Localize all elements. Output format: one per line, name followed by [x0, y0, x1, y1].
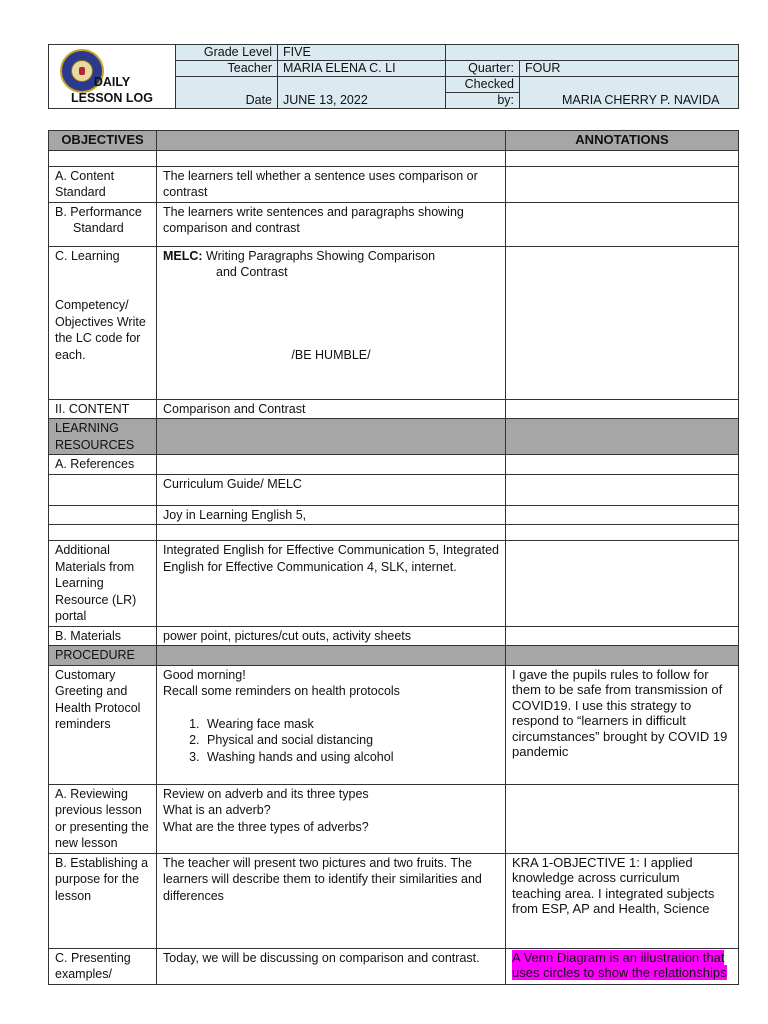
- checked-by-value: MARIA CHERRY P. NAVIDA: [520, 77, 739, 109]
- presenting-annotation: A Venn Diagram is an illustration that uses circles to show the relationships: [506, 948, 739, 984]
- logo-title-cell: [49, 45, 176, 109]
- learning-competency-label: C. Learning Competency/ Objectives Write the LC code for each.: [49, 246, 157, 399]
- greeting-annotation: I gave the pupils rules to follow for them to be safe from transmission of COVID19. I use this strategy to respond to “learners in difficult circumstances” brought by COVID 19 pandemic: [506, 665, 739, 784]
- learning-competency-text: MELC: Writing Paragraphs Showing Comparison and Contrast /BE HUMBLE/: [157, 246, 506, 399]
- greeting-label: Customary Greeting and Health Protocol reminders: [49, 665, 157, 784]
- annotations-header: ANNOTATIONS: [506, 131, 739, 151]
- table-row: [49, 948, 739, 984]
- log-title-line1: DAILY: [93, 75, 131, 89]
- checked-label-1: Checked: [446, 77, 520, 93]
- performance-standard-label: B. Performance Standard: [49, 202, 157, 246]
- reference-item: Joy in Learning English 5,: [157, 505, 506, 525]
- table-row: [49, 541, 739, 627]
- header-table: [48, 44, 739, 109]
- table-row: [49, 784, 739, 853]
- table-row: [49, 202, 739, 246]
- performance-standard-text: The learners write sentences and paragraphs showing comparison and contrast: [157, 202, 506, 246]
- table-row: [49, 166, 739, 202]
- reference-item: Curriculum Guide/ MELC: [157, 474, 506, 505]
- presenting-text: Today, we will be discussing on comparison and contrast.: [157, 948, 506, 984]
- references-label: A. References: [49, 455, 157, 475]
- procedure-label: PROCEDURE: [49, 646, 157, 666]
- objectives-header: OBJECTIVES: [49, 131, 157, 151]
- table-row: [49, 646, 739, 666]
- materials-label: B. Materials: [49, 626, 157, 646]
- reviewing-label: A. Reviewing previous lesson or presenting the new lesson: [49, 784, 157, 853]
- table-row: [49, 853, 739, 948]
- purpose-annotation: KRA 1-OBJECTIVE 1: I applied knowledge across curriculum teaching area. I integrated subjects from ESP, AP and Health, Science: [506, 853, 739, 948]
- materials-text: power point, pictures/cut outs, activity sheets: [157, 626, 506, 646]
- table-row: [49, 399, 739, 419]
- learning-resources-label: LEARNING RESOURCES: [49, 419, 157, 455]
- table-row: [49, 455, 739, 475]
- content-standard-text: The learners tell whether a sentence uses comparison or contrast: [157, 166, 506, 202]
- list-item: 3. Washing hands and using alcohol: [203, 749, 499, 766]
- additional-materials-label: Additional Materials from Learning Resource (LR) portal: [49, 541, 157, 627]
- empty-cell: [446, 45, 739, 61]
- teacher-label: Teacher: [176, 61, 278, 77]
- table-row: [49, 665, 739, 784]
- content-standard-label: A. Content Standard: [49, 166, 157, 202]
- grade-level-label: Grade Level: [176, 45, 278, 61]
- content-label: II. CONTENT: [49, 399, 157, 419]
- list-item: 1. Wearing face mask: [203, 716, 499, 733]
- log-title-line2: LESSON LOG: [71, 91, 153, 105]
- table-row: [49, 419, 739, 455]
- quarter-value: FOUR: [520, 61, 739, 77]
- date-label: Date: [176, 77, 278, 109]
- lesson-table: [48, 130, 739, 985]
- grade-level-value: FIVE: [278, 45, 446, 61]
- health-protocol-list: [163, 716, 499, 766]
- presenting-label: C. Presenting examples/: [49, 948, 157, 984]
- checked-label-2: by:: [446, 93, 520, 109]
- teacher-value: MARIA ELENA C. LI: [278, 61, 446, 77]
- purpose-label: B. Establishing a purpose for the lesson: [49, 853, 157, 948]
- additional-materials-text: Integrated English for Effective Communication 5, Integrated English for Effective Communication 4, SLK, internet.: [157, 541, 506, 627]
- value-text: /BE HUMBLE/: [291, 347, 371, 362]
- list-item: 2. Physical and social distancing: [203, 732, 499, 749]
- content-text: Comparison and Contrast: [157, 399, 506, 419]
- table-header-row: [49, 131, 739, 151]
- table-row: [49, 505, 739, 525]
- table-row: [49, 626, 739, 646]
- table-row: [49, 246, 739, 399]
- quarter-label: Quarter:: [446, 61, 520, 77]
- table-row: [49, 525, 739, 541]
- reviewing-content: Review on adverb and its three types What is an adverb? What are the three types of adverbs?: [157, 784, 506, 853]
- table-row: [49, 474, 739, 505]
- greeting-content: Good morning! Recall some reminders on health protocols 1. Wearing face mask 2. Physical and social distancing 3. Washing hands and using alcohol: [157, 665, 506, 784]
- date-value: JUNE 13, 2022: [278, 77, 446, 109]
- table-row: [49, 150, 739, 166]
- purpose-text: The teacher will present two pictures and two fruits. The learners will describe them to identify their similarities and differences: [157, 853, 506, 948]
